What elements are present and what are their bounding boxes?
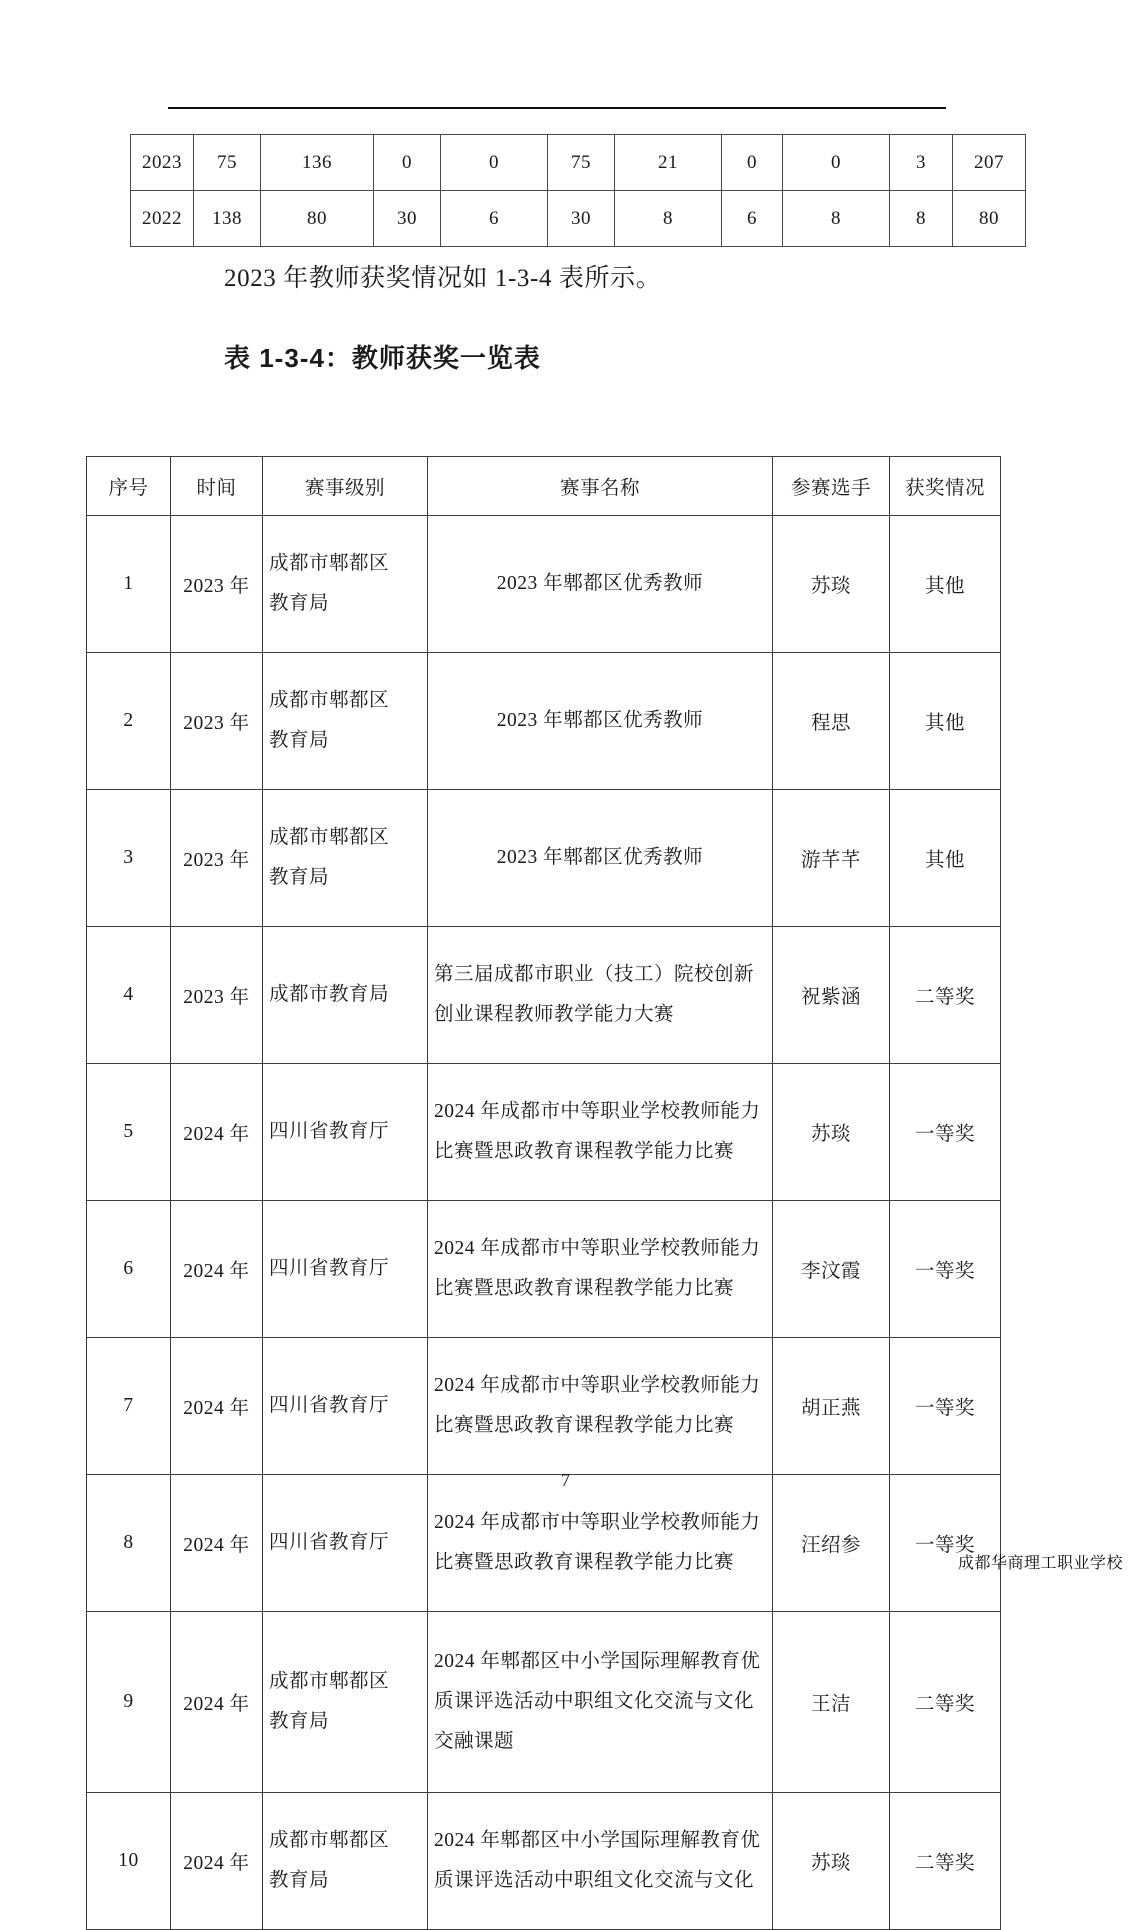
award-cell-participant: 程思 [773,653,890,790]
award-cell-event-name-line: 2024 年成都市中等职业学校教师能力 [434,1375,761,1397]
statistics-table-container [130,134,1004,247]
award-cell-event-name [428,1475,773,1612]
award-table-header-row [87,457,1001,516]
award-cell-event-name [428,1064,773,1201]
award-cell-event-name [428,927,773,1064]
statistics-cell: 3 [890,135,953,191]
award-cell-event-name-line: 比赛暨思政教育课程教学能力比赛 [434,1278,735,1299]
award-cell-time: 2023 年 [171,653,263,790]
award-cell-participant: 王洁 [773,1612,890,1793]
statistics-cell: 75 [194,135,261,191]
award-table-row [87,1475,1001,1612]
award-cell-level [263,927,428,1064]
award-cell-event-name-line: 比赛暨思政教育课程教学能力比赛 [434,1415,735,1436]
award-cell-no: 7 [87,1338,171,1475]
award-cell-result: 二等奖 [890,1612,1001,1793]
award-cell-event-name-line: 2023 年郫都区优秀教师 [496,710,704,732]
award-table-container [86,456,1000,1930]
award-cell-time: 2024 年 [171,1793,263,1930]
award-cell-time: 2023 年 [171,516,263,653]
statistics-cell: 75 [548,135,615,191]
statistics-row [131,191,1026,247]
statistics-cell: 0 [441,135,548,191]
award-cell-level-line: 成都市郫都区 [269,1671,390,1693]
award-cell-participant: 苏琰 [773,1793,890,1930]
award-cell-event-name-line: 比赛暨思政教育课程教学能力比赛 [434,1141,735,1162]
award-table-row [87,1793,1001,1930]
award-table-header-who: 参赛选手 [773,457,890,516]
statistics-cell: 8 [890,191,953,247]
award-cell-time: 2024 年 [171,1064,263,1201]
award-cell-level-line: 教育局 [269,867,330,888]
award-cell-event-name-line: 2023 年郫都区优秀教师 [496,573,704,595]
award-cell-result: 二等奖 [890,927,1001,1064]
award-cell-level [263,1475,428,1612]
award-cell-event-name-line: 创业课程教师教学能力大赛 [434,1004,675,1025]
statistics-cell: 30 [548,191,615,247]
award-cell-participant: 李汶霞 [773,1201,890,1338]
award-cell-no: 10 [87,1793,171,1930]
award-cell-level-line: 成都市教育局 [269,984,390,1006]
award-cell-level-line: 教育局 [269,1870,330,1891]
award-cell-level-line: 成都市郫都区 [269,690,390,712]
statistics-cell: 30 [374,191,441,247]
statistics-cell: 207 [953,135,1026,191]
award-cell-level [263,1064,428,1201]
award-cell-time: 2024 年 [171,1475,263,1612]
award-table-row [87,653,1001,790]
statistics-cell: 0 [783,135,890,191]
award-table-header-no: 序号 [87,457,171,516]
statistics-cell: 0 [722,135,783,191]
award-cell-event-name-line: 质课评选活动中职组文化交流与文化 [434,1870,755,1891]
award-table-row [87,927,1001,1064]
award-cell-event-name-line: 2024 年郫都区中小学国际理解教育优 [434,1651,761,1673]
award-cell-participant: 胡正燕 [773,1338,890,1475]
statistics-cell: 6 [722,191,783,247]
award-cell-event-name-line: 2024 年郫都区中小学国际理解教育优 [434,1830,761,1852]
award-cell-event-name [428,1793,773,1930]
award-cell-event-name-line: 2024 年成都市中等职业学校教师能力 [434,1512,761,1534]
header-divider-rule [168,107,946,109]
award-cell-result: 其他 [890,516,1001,653]
award-cell-level [263,790,428,927]
statistics-table-body [131,135,1026,247]
award-cell-participant: 苏琰 [773,516,890,653]
award-table-header-time: 时间 [171,457,263,516]
award-cell-result: 其他 [890,790,1001,927]
award-cell-participant: 汪绍参 [773,1475,890,1612]
award-cell-event-name-line: 比赛暨思政教育课程教学能力比赛 [434,1552,735,1573]
award-cell-level-line: 四川省教育厅 [269,1532,390,1554]
award-cell-no: 1 [87,516,171,653]
award-cell-no: 8 [87,1475,171,1612]
table-caption: 表 1-3-4：教师获奖一览表 [224,343,541,373]
award-table [86,456,1001,1930]
award-cell-event-name-line: 质课评选活动中职组文化交流与文化 [434,1691,755,1713]
award-table-row [87,516,1001,653]
statistics-cell: 21 [615,135,722,191]
award-cell-event-name-line: 2024 年成都市中等职业学校教师能力 [434,1238,761,1260]
award-cell-time: 2024 年 [171,1201,263,1338]
award-cell-participant: 游芊芊 [773,790,890,927]
statistics-cell: 8 [615,191,722,247]
award-cell-event-name [428,790,773,927]
statistics-row [131,135,1026,191]
statistics-cell: 2023 [131,135,194,191]
award-cell-event-name [428,1612,773,1793]
statistics-cell: 138 [194,191,261,247]
award-cell-result: 一等奖 [890,1201,1001,1338]
award-cell-time: 2023 年 [171,790,263,927]
award-cell-level-line: 四川省教育厅 [269,1395,390,1417]
school-watermark: 成都华商理工职业学校 [958,1555,1124,1572]
award-cell-level [263,1201,428,1338]
award-table-header-level: 赛事级别 [263,457,428,516]
award-cell-result: 一等奖 [890,1338,1001,1475]
page-number: 7 [561,1470,570,1490]
award-cell-level-line: 教育局 [269,1711,330,1732]
award-cell-event-name-line: 第三届成都市职业（技工）院校创新 [434,964,755,986]
statistics-cell: 80 [261,191,374,247]
award-cell-event-name [428,653,773,790]
award-cell-no: 3 [87,790,171,927]
award-cell-result: 一等奖 [890,1064,1001,1201]
statistics-cell: 2022 [131,191,194,247]
award-cell-level-line: 成都市郫都区 [269,553,390,575]
award-cell-level-line: 四川省教育厅 [269,1121,390,1143]
award-cell-participant: 苏琰 [773,1064,890,1201]
award-cell-event-name [428,1201,773,1338]
award-cell-time: 2024 年 [171,1612,263,1793]
award-cell-level-line: 教育局 [269,593,330,614]
statistics-table [130,134,1026,247]
intro-paragraph: 2023 年教师获奖情况如 1-3-4 表所示。 [224,265,662,292]
award-cell-level [263,1793,428,1930]
award-cell-result: 一等奖 [890,1475,1001,1612]
award-cell-result: 其他 [890,653,1001,790]
award-cell-participant: 祝紫涵 [773,927,890,1064]
award-cell-level-line: 教育局 [269,730,330,751]
award-cell-event-name [428,1338,773,1475]
award-cell-no: 9 [87,1612,171,1793]
award-cell-event-name-line: 2023 年郫都区优秀教师 [496,847,704,869]
award-table-header-name: 赛事名称 [428,457,773,516]
award-cell-level [263,1338,428,1475]
award-cell-no: 4 [87,927,171,1064]
award-table-row [87,1612,1001,1793]
award-cell-no: 5 [87,1064,171,1201]
award-cell-level-line: 成都市郫都区 [269,1830,390,1852]
award-table-row [87,1338,1001,1475]
award-cell-no: 2 [87,653,171,790]
award-cell-time: 2024 年 [171,1338,263,1475]
award-table-row [87,790,1001,927]
award-table-header-award: 获奖情况 [890,457,1001,516]
award-cell-level-line: 成都市郫都区 [269,827,390,849]
award-cell-result: 二等奖 [890,1793,1001,1930]
award-cell-event-name-line: 交融课题 [434,1730,515,1752]
award-cell-no: 6 [87,1201,171,1338]
statistics-cell: 6 [441,191,548,247]
statistics-cell: 0 [374,135,441,191]
award-table-row [87,1201,1001,1338]
award-cell-event-name-line: 2024 年成都市中等职业学校教师能力 [434,1101,761,1123]
statistics-cell: 80 [953,191,1026,247]
award-table-row [87,1064,1001,1201]
statistics-cell: 8 [783,191,890,247]
award-table-body [87,516,1001,1930]
award-cell-level-line: 四川省教育厅 [269,1258,390,1280]
award-cell-time: 2023 年 [171,927,263,1064]
award-cell-level [263,516,428,653]
award-cell-level [263,653,428,790]
statistics-cell: 136 [261,135,374,191]
award-table-head [87,457,1001,516]
award-cell-event-name [428,516,773,653]
award-cell-level [263,1612,428,1793]
